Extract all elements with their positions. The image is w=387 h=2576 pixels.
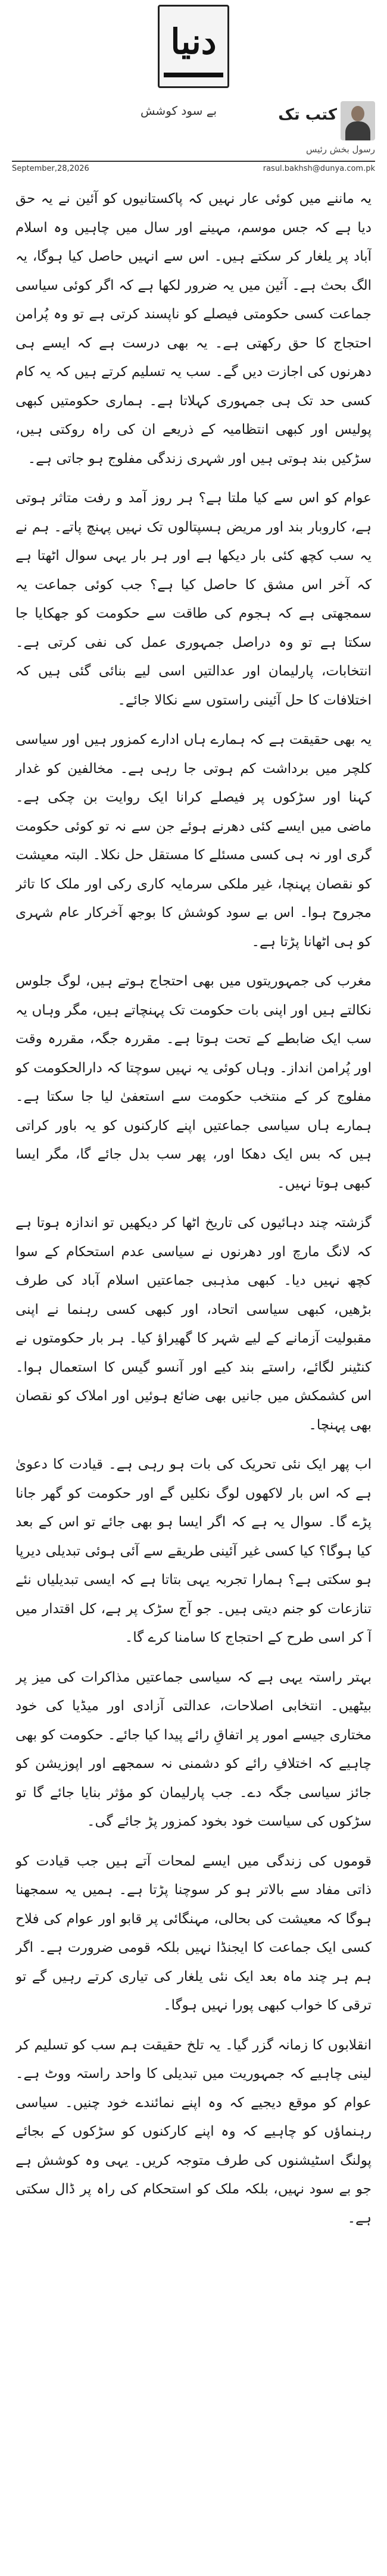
article-paragraph: گزشتہ چند دہائیوں کی تاریخ اٹھا کر دیکھیں تو اندازہ ہوتا ہے کہ لانگ مارچ اور دھرنوں نے سیاسی عدم استحکام کے سوا کچھ نہیں دیا۔ کبھی مذہبی جماعتیں اسلام آباد کی طرف بڑھیں، کبھی سیاسی اتحاد، اور کبھی کسی رہنما نے اپنی مقبولیت آزمانے کے لیے شہر کا گھیراؤ کیا۔ ہر بار حکومتوں نے کنٹینر لگائے، راستے بند کیے اور آنسو گیس کا استعمال ہوا۔ اس کشمکش میں جانیں بھی ضائع ہوئیں اور املاک کو نقصان بھی پہنچا۔ — [15, 1215, 372, 1433]
column-brand — [256, 101, 375, 143]
article-paragraph: انقلابوں کا زمانہ گزر گیا۔ یہ تلخ حقیقت ہم سب کو تسلیم کر لینی چاہیے کہ جمہوریت میں تبدیلی کا واحد راستہ ووٹ ہے۔ عوام کو موقع دیجیے کہ وہ اپنے نمائندے خود چنیں۔ سیاسی رہنماؤں کو چاہیے کہ وہ اپنے کارکنوں کو سڑکوں کے بجائے پولنگ اسٹیشنوں کی طرف متوجہ کریں۔ یہی وہ کوشش ہے جو بے سود نہیں، بلکہ ملک کو استحکام کی راہ پر ڈال سکتی ہے۔ — [15, 2037, 372, 2226]
logo-band — [164, 73, 223, 77]
article-paragraph: یہ ماننے میں کوئی عار نہیں کہ پاکستانیوں کو آئین نے یہ حق دیا ہے کہ جس موسم، مہینے اور سال میں چاہیں وہ اسلام آباد پر یلغار کر سکتے ہیں۔ اس سے انہیں حاصل کیا ہوگا، یہ الگ بحث ہے۔ آئین میں یہ ضرور لکھا ہے کہ اگر کوئی سیاسی جماعت کسی حکومتی فیصلے کو ناپسند کرتی ہے تو وہ پُرامن احتجاج کا حق رکھتی ہے۔ یہ بھی درست ہے کہ ایسے ہی دھرنوں کی اجازت دیں گے۔ سب یہ تسلیم کرتے ہیں کہ یہ کام کسی حد تک ہی جمہوری کہلاتا ہے۔ ہماری حکومتیں کبھی پولیس اور کبھی انتظامیہ کے ذریعے ان کی راہ روکتی ہیں، سڑکیں بند ہوتی ہیں اور شہری زندگی مفلوج ہو جاتی ہے۔ — [15, 191, 372, 467]
author-avatar — [341, 101, 375, 140]
logo-wordmark: دنیا — [170, 21, 217, 62]
column-brand-name: کتب تک — [278, 106, 337, 124]
article-paragraph: مغرب کی جمہوریتوں میں بھی احتجاج ہوتے ہیں، لوگ جلوس نکالتے ہیں اور اپنی بات حکومت تک پہنچاتے ہیں، مگر وہاں یہ سب ایک ضابطے کے تحت ہوتا ہے۔ مقررہ جگہ، مقررہ وقت اور پُرامن انداز۔ وہاں کوئی یہ نہیں سوچتا کہ دارالحکومت کو مفلوج کر کے منتخب حکومت سے استعفیٰ لیا جا سکتا ہے۔ ہمارے ہاں سیاسی جماعتیں اپنے کارکنوں کو یہ باور کراتی ہیں کہ بس ایک دھکا اور، پھر سب بدل جائے گا، مگر ایسا کبھی ہوتا نہیں۔ — [15, 974, 372, 1191]
column-title: بے سود کوشش — [140, 104, 217, 118]
avatar-body — [345, 121, 370, 140]
header-rule — [12, 161, 375, 162]
article-body — [15, 184, 372, 2559]
article-paragraph: بہتر راستہ یہی ہے کہ سیاسی جماعتیں مذاکرات کی میز پر بیٹھیں۔ انتخابی اصلاحات، عدالتی آزادی اور میڈیا کی خود مختاری جیسے امور پر اتفاقِ رائے پیدا کیا جائے۔ حکومت کو بھی چاہیے کہ اختلافِ رائے کو دشمنی نہ سمجھے اور اپوزیشن کو جائز سیاسی جگہ دے۔ جب پارلیمان کو مؤثر بنایا جائے گا تو سڑکوں کی سیاست خود بخود کمزور پڑ جائے گی۔ — [15, 1669, 372, 1829]
avatar-head — [351, 106, 364, 121]
author-email: rasul.bakhsh@dunya.com.pk — [263, 164, 375, 173]
article-paragraph: عوام کو اس سے کیا ملتا ہے؟ ہر روز آمد و رفت متاثر ہوتی ہے، کاروبار بند اور مریض ہسپتالوں تک نہیں پہنچ پاتے۔ ہم نے یہ سب کچھ کئی بار دیکھا ہے اور ہر بار یہی سوال اٹھتا ہے کہ آخر اس مشق کا حاصل کیا ہے؟ جب کوئی جماعت یہ سمجھتی ہے کہ ہجوم کی طاقت سے حکومت کو جھکایا جا سکتا ہے تو وہ دراصل جمہوری عمل کی نفی کرتی ہے۔ انتخابات، پارلیمان اور عدالتیں اسی لیے بنائی گئی ہیں کہ اختلافات کا حل آئینی راستوں سے نکالا جائے۔ — [15, 490, 372, 708]
masthead — [0, 0, 387, 95]
article-paragraph: اب پھر ایک نئی تحریک کی بات ہو رہی ہے۔ قیادت کا دعویٰ ہے کہ اس بار لاکھوں لوگ نکلیں گے اور حکومت کو گھر جانا پڑے گا۔ سوال یہ ہے کہ اگر ایسا ہو بھی جائے تو اس کے بعد کیا ہوگا؟ کیا کسی غیر آئینی طریقے سے آئی ہوئی تبدیلی دیرپا ہو سکتی ہے؟ ہمارا تجربہ یہی بتاتا ہے کہ ایسی تبدیلیاں نئے تنازعات کو جنم دیتی ہیں۔ جو آج سڑک پر ہے، کل اقتدار میں آ کر اسی طرح کے احتجاج کا سامنا کرے گا۔ — [15, 1457, 372, 1645]
author-name: رسول بخش رئیس — [305, 144, 375, 155]
article-paragraph: قوموں کی زندگی میں ایسے لمحات آتے ہیں جب قیادت کو ذاتی مفاد سے بالاتر ہو کر سوچنا پڑتا ہے۔ ہمیں یہ سمجھنا ہوگا کہ معیشت کی بحالی، مہنگائی پر قابو اور عوام کی فلاح کسی ایک جماعت کا ایجنڈا نہیں بلکہ قومی ضرورت ہے۔ اگر ہم ہر چند ماہ بعد ایک نئی یلغار کی تیاری کرتے رہیں گے تو ترقی کا خواب کبھی پورا نہیں ہوگا۔ — [15, 1853, 372, 2013]
article-paragraph: یہ بھی حقیقت ہے کہ ہمارے ہاں ادارے کمزور ہیں اور سیاسی کلچر میں برداشت کم ہوتی جا رہی ہے۔ مخالفین کو غدار کہنا اور سڑکوں پر فیصلے کرانا ایک روایت بن چکی ہے۔ ماضی میں ایسے کئی دھرنے ہوئے جن سے نہ تو کوئی حکومت گری اور نہ ہی کسی مسئلے کا مستقل حل نکلا۔ البتہ معیشت کو نقصان پہنچا، غیر ملکی سرمایہ کاری رکی اور ملک کا تاثر مجروح ہوا۔ اس بے سود کوشش کا بوجھ آخرکار عام شہری کو ہی اٹھانا پڑتا ہے۔ — [15, 732, 372, 950]
newspaper-logo — [158, 5, 229, 88]
column-meta — [12, 164, 375, 176]
publish-date: September,28,2026 — [12, 164, 89, 173]
column-header — [12, 101, 375, 155]
